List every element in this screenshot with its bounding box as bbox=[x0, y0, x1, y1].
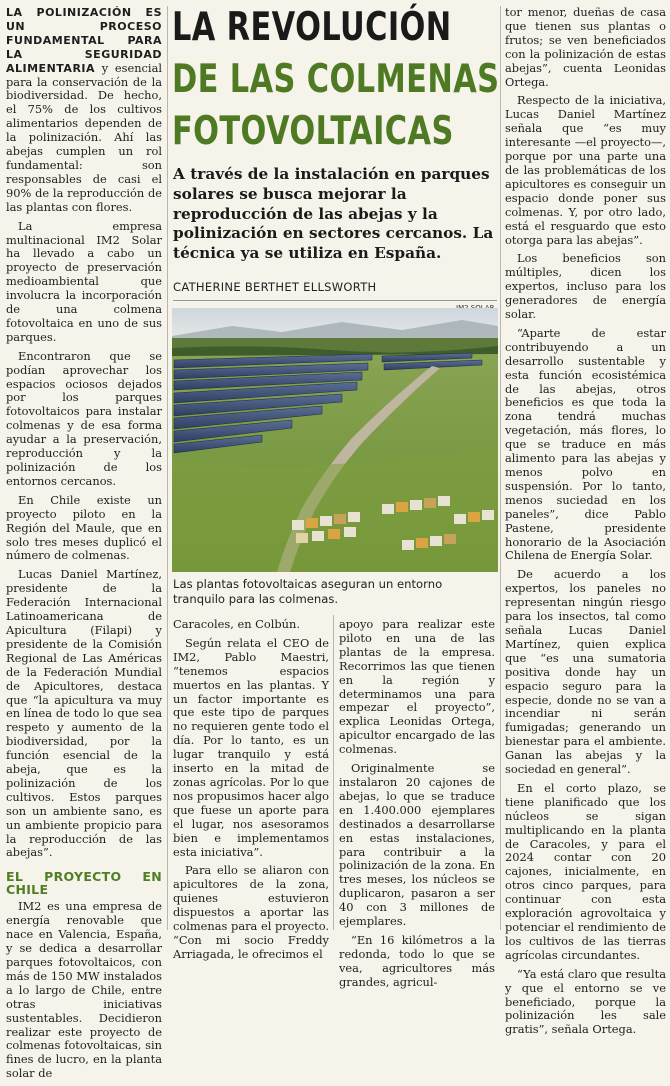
article-column-4 bbox=[505, 6, 666, 1042]
solar-park-photo bbox=[172, 308, 498, 572]
headline-line-1: LA REVOLUCIÓN bbox=[172, 5, 452, 50]
headline-line-3: FOTOVOLTAICAS bbox=[172, 109, 454, 154]
paragraph: “En 16 kilómetros a la redonda, todo lo que se vea, agricultores más grandes, agricul- bbox=[339, 932, 495, 989]
column-divider bbox=[167, 6, 168, 930]
article-column-1 bbox=[6, 6, 162, 1086]
paragraph: Según relata el CEO de IM2, Pablo Maestri, “tenemos espacios muertos en las plantas. Y un factor importante es que este tipo de parques no requieren gente todo el día. Por lo tanto, es un lugar tranquilo y está inserto en la mitad de zonas agrícolas. Por lo que nos propusimos hacer algo que fuese un aporte para el lugar, nos asesoramos bien e implementamos esta iniciativa”. bbox=[173, 635, 329, 859]
paragraph: Para ello se aliaron con apicultores de la zona, quienes estuvieron dispuestos a aportar las colmenas para el proyecto. “Con mi socio Freddy Arriagada, le ofrecimos el bbox=[173, 863, 329, 961]
paragraph: En el corto plazo, se tiene planificado que los núcleos se sigan multiplicando en la planta de Caracoles, y para el 2024 contar con 20 cajones, inicialmente, en otros cinco parques, para continuar con esta exploración agrovoltaica y potenciar el rendimiento de los cultivos de las tierras agrícolas circundantes. bbox=[505, 780, 666, 962]
paragraph: Originalmente se instalaron 20 cajones de abejas, lo que se traduce en 1.400.000 ejemplares destinados a desarrollarse en estas instalaciones, para contribuir a la polinización de la zona. En tres meses, los núcleos se duplicaron, pasaron a ser 40 con 3 millones de ejemplares. bbox=[339, 761, 495, 929]
byline: CATHERINE BERTHET ELLSWORTH bbox=[173, 280, 497, 301]
lead-rest: y esencial para la conservación de la biodiversidad. De hecho, el 75% de los cultivos alimentarios dependen de la polinización. Ahí las abejas cumplen un rol fundamental: son responsables de casi el 90% de la reproducción de las plantas con flores. bbox=[6, 60, 162, 214]
column-divider bbox=[333, 615, 334, 930]
paragraph: Encontraron que se podían aprovechar los espacios ociosos dejados por los parques fotovoltaicos para instalar colmenas y de esa forma ayudar a la preservación, reproducción y la polinización de los entornos cercanos. bbox=[6, 348, 162, 488]
paragraph: apoyo para realizar este piloto en una de las plantas de la empresa. Recorrimos las que tienen en la región y determinamos una para empezar el proyecto”, explica Leonidas Ortega, apicultor encargado de las colmenas. bbox=[339, 617, 495, 757]
photo-illustration bbox=[172, 308, 498, 572]
lead-caps: LA POLINIZACIÓN ES UN PROCESO FUNDAMENTAL PARA LA SEGURIDAD ALIMENTARIA bbox=[6, 6, 162, 75]
paragraph: De acuerdo a los expertos, los paneles no representan ningún riesgo para los insectos, tal como señala Lucas Daniel Martínez, quien explica que “es una sumatoria positiva donde hay un espacio seguro para la especie, donde no se van a incendiar ni serán fumigadas; generando un bienestar para el ambiente. Ganan las abejas y la sociedad en general”. bbox=[505, 567, 666, 777]
column-divider bbox=[500, 6, 501, 930]
lead-paragraph bbox=[6, 6, 162, 215]
paragraph: “Aparte de estar contribuyendo a un desarrollo sustentable y esta función ecosistémica de las abejas, otros beneficios es que toda la zona tendrá muchas vegetación, más flores, lo que se traduce en más alimento para las abejas y menos polvo en suspensión. Por lo tanto, menos suciedad en los paneles”, dice Pablo Pastene, presidente honorario de la Asociación Chilena de Energía Solar. bbox=[505, 325, 666, 563]
article-column-2 bbox=[173, 618, 329, 967]
article-column-3 bbox=[339, 618, 495, 995]
paragraph: La empresa multinacional IM2 Solar ha llevado a cabo un proyecto de preservación medioambiental que involucra la incorporación de una colmena fotovoltaica en uno de sus parques. bbox=[6, 218, 162, 344]
paragraph: tor menor, dueñas de casa que tienen sus plantas o frutos; se ven beneficiados con la polinización de estas abejas”, cuenta Leonidas Ortega. bbox=[505, 5, 666, 89]
paragraph: Los beneficios son múltiples, dicen los expertos, incluso para los generadores de energía solar. bbox=[505, 251, 666, 322]
section-subhead: EL PROYECTO EN CHILE bbox=[6, 869, 162, 898]
paragraph: Caracoles, en Colbún. bbox=[173, 617, 300, 631]
deck-subtitle: A través de la instalación en parques solares se busca mejorar la reproducción de las abejas y la polinización en sectores cercanos. La técnica ya se utiliza en España. bbox=[173, 165, 494, 263]
headline bbox=[172, 2, 500, 158]
paragraph: Lucas Daniel Martínez, presidente de la Federación Internacional Latinoamericana de Apicultura (Filapi) y presidente de la Comisión Regional de Las Américas de la Federación Mundial de Apicultores, destaca que “la apicultura va muy en línea de todo lo que sea respeto y aumento de la biodiversidad, por la función esencial de la abeja, que es la polinización de los cultivos. Estos parques son un ambiente sano, es un ambiente propicio para la reproducción de las abejas”. bbox=[6, 567, 162, 860]
paragraph: IM2 es una empresa de energía renovable que nace en Valencia, España, y se dedica a desarrollar parques fotovoltaicos, con más de 150 MW instalados a lo largo de Chile, entre otras iniciativas sustentables. Decidieron realizar este proyecto de colmenas fotovoltaicas, sin fines de lucro, en la planta solar de bbox=[6, 899, 162, 1081]
paragraph: En Chile existe un proyecto piloto en la Región del Maule, que en solo tres meses duplicó el número de colmenas. bbox=[6, 492, 162, 563]
paragraph: Respecto de la iniciativa, Lucas Daniel Martínez señala que “es muy interesante —el proyecto—, porque por una parte una de las problemáticas de los apicultores es conseguir un espacio donde poner sus colmenas. Y, por otro lado, está el resguardo que esto otorga para las abejas”. bbox=[505, 93, 666, 247]
paragraph: “Ya está claro que resulta y que el entorno se ve beneficiado, porque la polinización les sale gratis”, señala Ortega. bbox=[505, 966, 666, 1037]
headline-line-2: DE LAS COLMENAS bbox=[172, 57, 500, 102]
photo-caption: Las plantas fotovoltaicas aseguran un entorno tranquilo para las colmenas. bbox=[173, 577, 443, 606]
